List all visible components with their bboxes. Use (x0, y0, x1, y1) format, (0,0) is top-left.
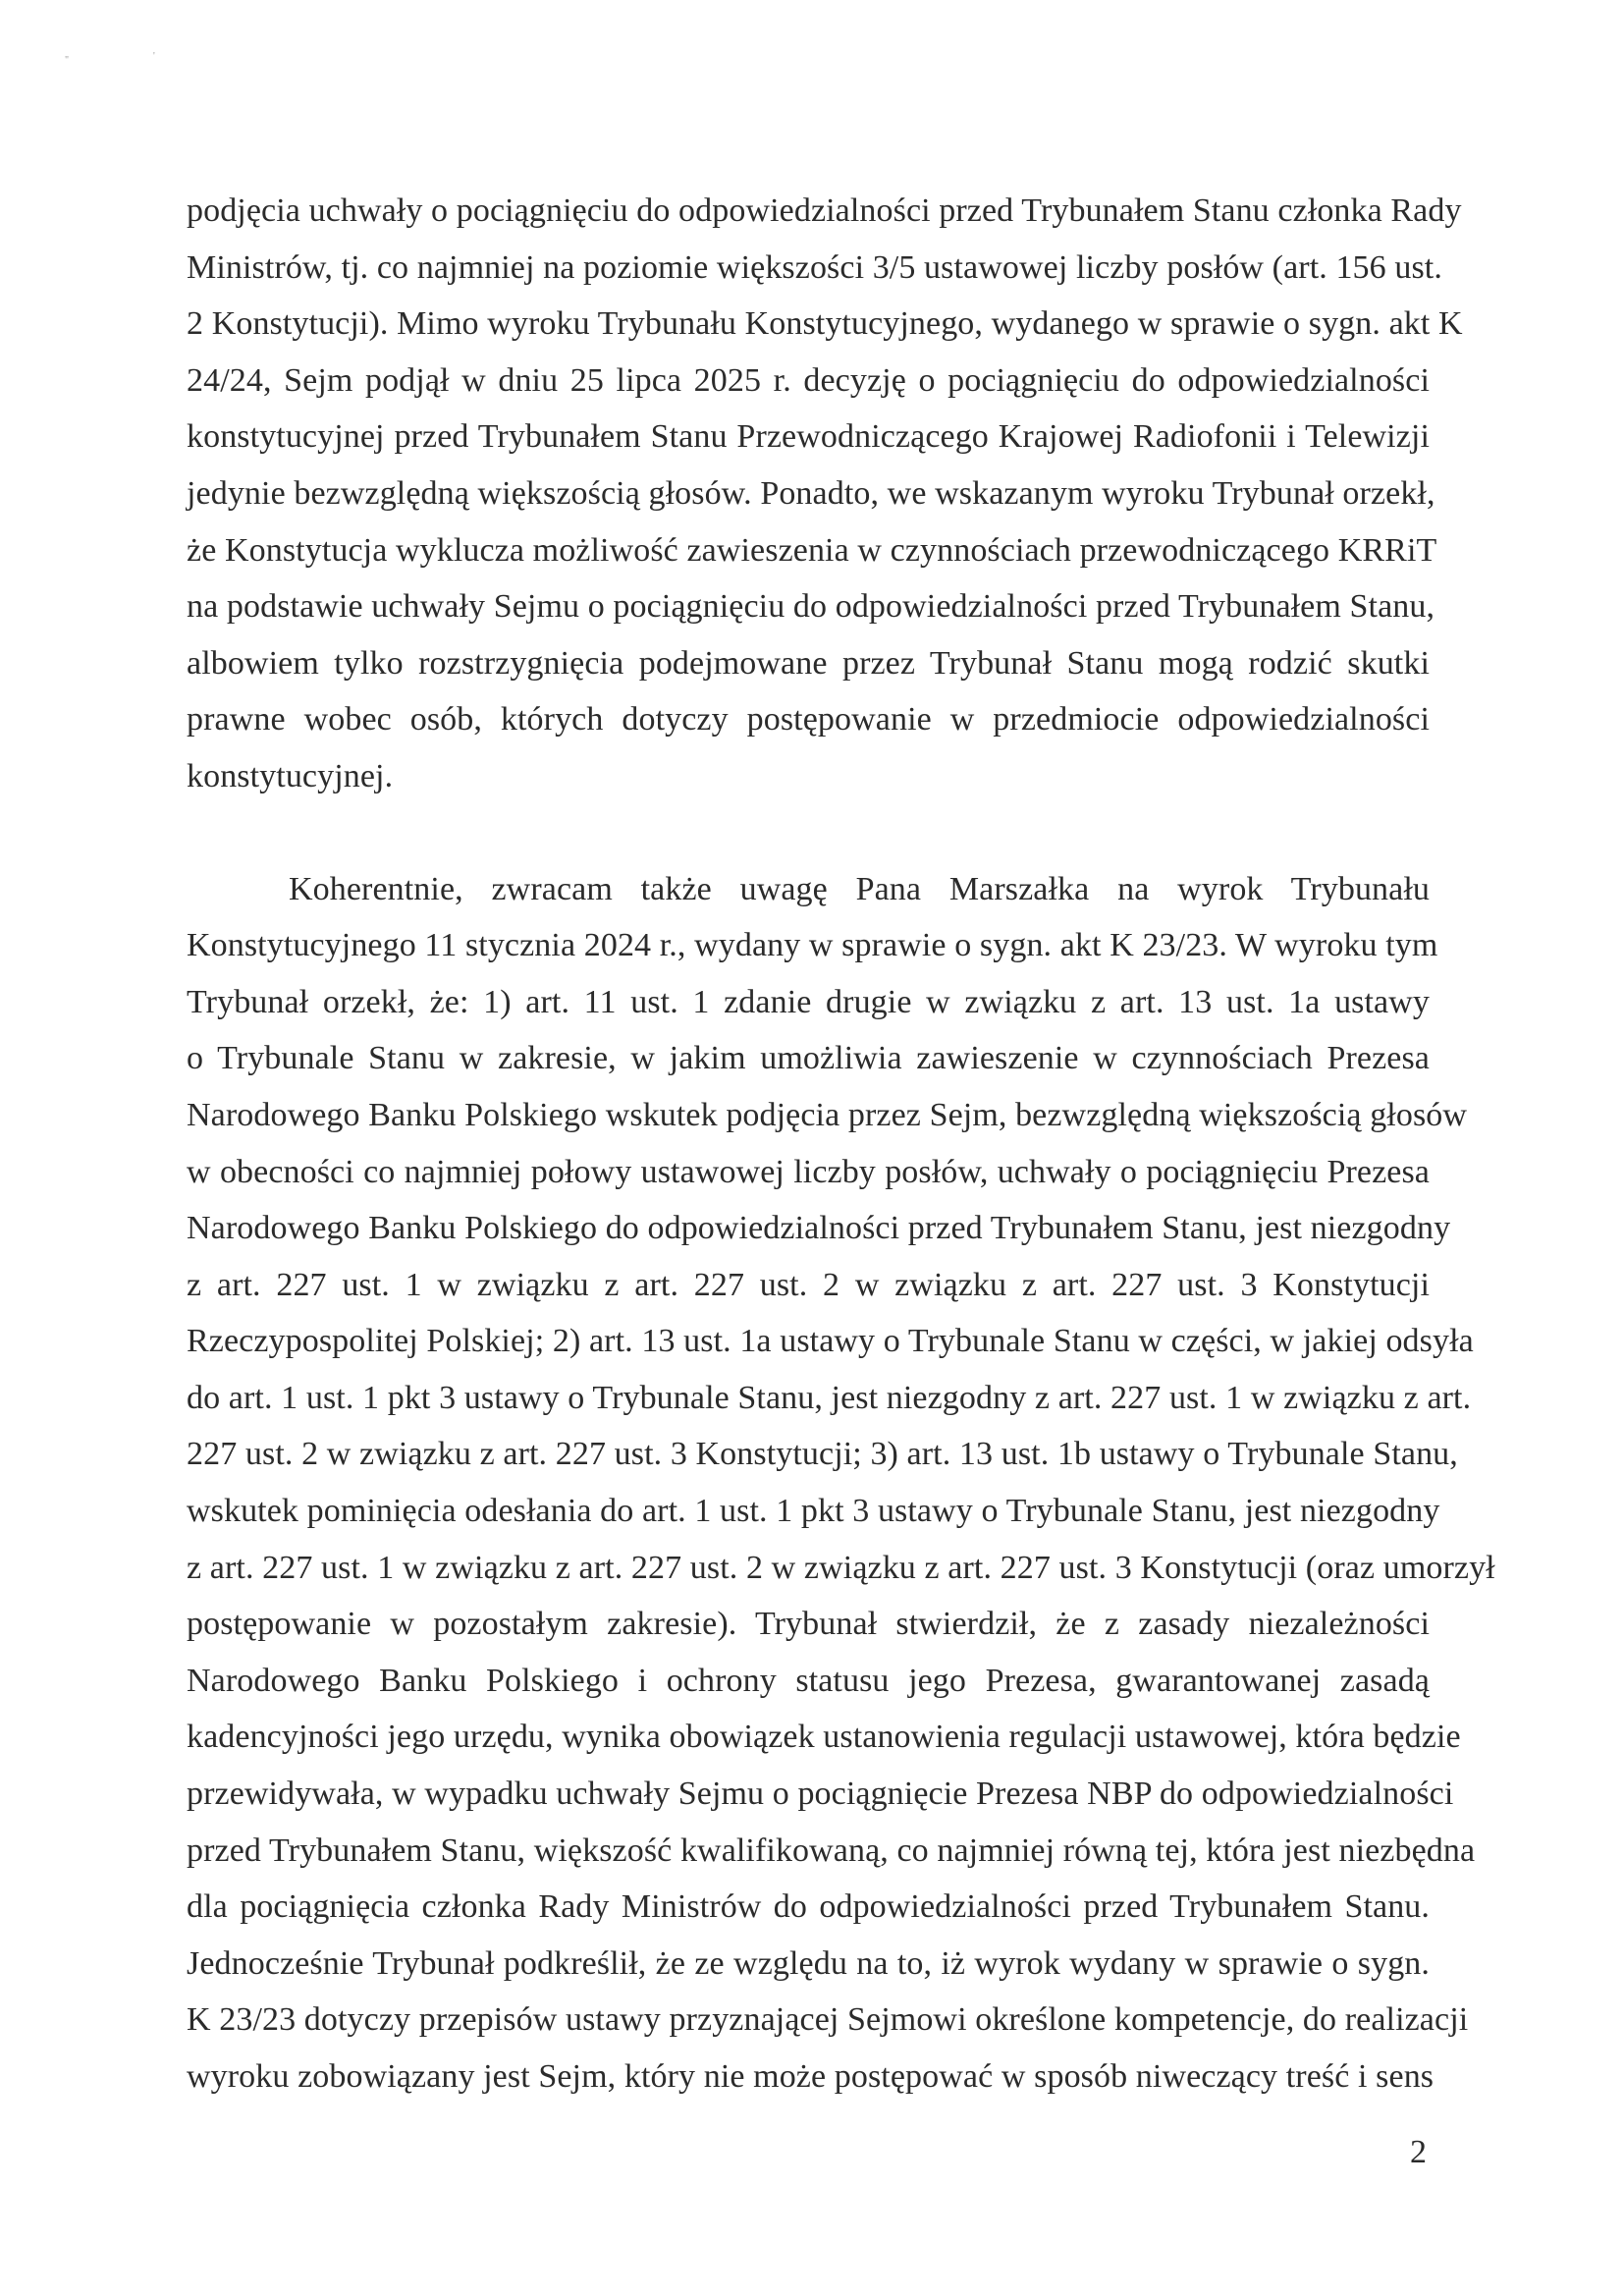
text-line: Koherentnie, zwracam także uwagę Pana Marszałka na wyrok Trybunału (289, 870, 1430, 907)
text-line: konstytucyjnej. (187, 757, 394, 794)
text-line: 2 Konstytucji). Mimo wyroku Trybunału Konstytucyjnego, wydanego w sprawie o sygn. akt K (187, 305, 1463, 343)
text-line: przed Trybunałem Stanu, większość kwalifikowaną, co najmniej równą tej, która jest niezbędna (187, 1831, 1476, 1869)
text-line: konstytucyjnej przed Trybunałem Stanu Przewodniczącego Krajowej Radiofonii i Telewizji (187, 418, 1430, 456)
text-line: o Trybunale Stanu w zakresie, w jakim umożliwia zawieszenie w czynnościach Prezesa (187, 1040, 1430, 1077)
text-line: wyroku zobowiązany jest Sejm, który nie może postępować w sposób niweczący treść i sens (187, 2058, 1435, 2095)
text-line: przewidywała, w wypadku uchwały Sejmu o pociągnięcie Prezesa NBP do odpowiedzialności (187, 1776, 1454, 1813)
text-line: wskutek pominięcia odesłania do art. 1 ust. 1 pkt 3 ustawy o Trybunale Stanu, jest niezgodny (187, 1493, 1440, 1530)
text-line: Konstytucyjnego 11 stycznia 2024 r., wydany w sprawie o sygn. akt K 23/23. W wyroku tym (187, 927, 1438, 964)
text-line: postępowanie w pozostałym zakresie). Trybunał stwierdził, że z zasady niezależności (187, 1606, 1430, 1643)
paragraph (187, 183, 1463, 805)
text-line: 227 ust. 2 w związku z art. 227 ust. 3 Konstytucji; 3) art. 13 ust. 1b ustawy o Trybunale Stanu, (187, 1436, 1458, 1473)
text-line: że Konstytucja wyklucza możliwość zawieszenia w czynnościach przewodniczącego KRRiT (187, 531, 1437, 569)
text-line: dla pociągnięcia członka Rady Ministrów do odpowiedzialności przed Trybunałem Stanu. (187, 1888, 1430, 1926)
text-line: albowiem tylko rozstrzygnięcia podejmowane przez Trybunał Stanu mogą rodzić skutki (187, 644, 1430, 682)
text-line: Trybunał orzekł, że: 1) art. 11 ust. 1 zdanie drugie w związku z art. 13 ust. 1a ustawy (187, 983, 1430, 1020)
text-line: Narodowego Banku Polskiego do odpowiedzialności przed Trybunałem Stanu, jest niezgodny (187, 1210, 1451, 1247)
text-line: Ministrów, tj. co najmniej na poziomie większości 3/5 ustawowej liczby posłów (art. 156 ust. (187, 248, 1442, 286)
text-line: prawne wobec osób, których dotyczy postępowanie w przedmiocie odpowiedzialności (187, 701, 1430, 738)
text-line: kadencyjności jego urzędu, wynika obowiązek ustanowienia regulacji ustawowej, która będzie (187, 1719, 1461, 1756)
text-line: K 23/23 dotyczy przepisów ustawy przyznającej Sejmowi określone kompetencje, do realizacji (187, 2001, 1469, 2039)
text-line: Jednocześnie Trybunał podkreślił, że ze względu na to, iż wyrok wydany w sprawie o sygn. (187, 1944, 1430, 1982)
text-line: jedynie bezwzględną większością głosów. Ponadto, we wskazanym wyroku Trybunał orzekł, (187, 474, 1435, 512)
text-line: Narodowego Banku Polskiego wskutek podjęcia przez Sejm, bezwzględną większością głosów (187, 1096, 1468, 1133)
document-body (187, 183, 1495, 2105)
page-number: 2 (1410, 2134, 1427, 2170)
text-line: 24/24, Sejm podjął w dniu 25 lipca 2025 r. decyzję o pociągnięciu do odpowiedzialności (187, 361, 1430, 399)
scan-mark: ' (153, 51, 155, 62)
text-line: na podstawie uchwały Sejmu o pociągnięciu do odpowiedzialności przed Trybunałem Stanu, (187, 588, 1435, 626)
scan-mark: " (65, 55, 70, 66)
text-line: Narodowego Banku Polskiego i ochrony statusu jego Prezesa, gwarantowanej zasadą (187, 1662, 1430, 1699)
paragraph (187, 861, 1495, 2105)
text-line: do art. 1 ust. 1 pkt 3 ustawy o Trybunale Stanu, jest niezgodny z art. 227 ust. 1 w związku z art. (187, 1379, 1472, 1416)
text-line: podjęcia uchwały o pociągnięciu do odpowiedzialności przed Trybunałem Stanu członka Rady (187, 192, 1462, 229)
text-line: w obecności co najmniej połowy ustawowej liczby posłów, uchwały o pociągnięciu Prezesa (187, 1153, 1430, 1190)
text-line: Rzeczypospolitej Polskiej; 2) art. 13 ust. 1a ustawy o Trybunale Stanu w części, w jakiej odsyła (187, 1323, 1474, 1360)
paragraph-spacer (187, 805, 1430, 861)
text-line: z art. 227 ust. 1 w związku z art. 227 ust. 2 w związku z art. 227 ust. 3 Konstytucji (oraz umorzył (187, 1549, 1495, 1586)
text-line: z art. 227 ust. 1 w związku z art. 227 ust. 2 w związku z art. 227 ust. 3 Konstytucji (187, 1266, 1430, 1303)
